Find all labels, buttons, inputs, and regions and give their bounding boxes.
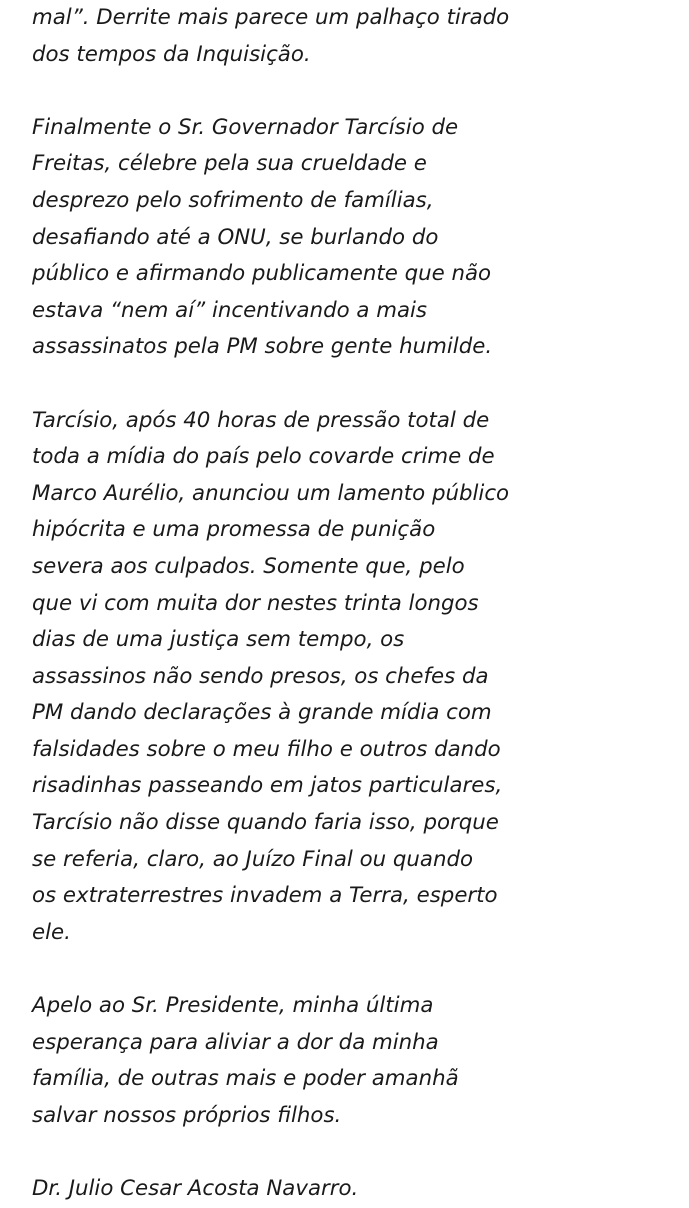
text-line: toda a mídia do país pelo covarde crime de: [32, 444, 495, 470]
paragraph-3: [32, 403, 672, 952]
text-line: dos tempos da Inquisição.: [32, 41, 311, 67]
paragraph-2: [32, 110, 672, 366]
paragraph-1: [32, 0, 672, 73]
text-line: PM dando declarações à grande mídia com: [32, 700, 492, 726]
text-line: Apelo ao Sr. Presidente, minha última: [32, 993, 434, 1019]
text-line: salvar nossos próprios filhos.: [32, 1102, 342, 1128]
text-line: ele.: [32, 919, 71, 945]
text-line: se referia, claro, ao Juízo Final ou quando: [32, 846, 474, 872]
text-line: Marco Aurélio, anunciou um lamento público: [32, 480, 510, 506]
signature-text: Dr. Julio Cesar Acosta Navarro.: [32, 1176, 359, 1201]
text-line: mal”. Derrite mais parece um palhaço tirado: [32, 5, 510, 30]
text-line: que vi com muita dor nestes trinta longos: [32, 590, 479, 616]
text-line: hipócrita e uma promessa de punição: [32, 517, 436, 543]
paragraph-4: [32, 988, 672, 1134]
text-line: público e afirmando publicamente que não: [32, 261, 492, 287]
text-line: Finalmente o Sr. Governador Tarcísio de: [32, 114, 459, 140]
text-line: Tarcísio não disse quando faria isso, porque: [32, 810, 499, 836]
signature: [32, 1171, 672, 1208]
text-line: desafiando até a ONU, se burlando do: [32, 224, 439, 250]
document-body: [32, 0, 672, 1208]
text-line: Freitas, célebre pela sua crueldade e: [32, 151, 427, 177]
text-line: estava “nem aí” incentivando a mais: [32, 297, 428, 323]
text-line: desprezo pelo sofrimento de famílias,: [32, 187, 434, 213]
text-line: assassinatos pela PM sobre gente humilde.: [32, 334, 493, 360]
text-line: os extraterrestres invadem a Terra, esperto: [32, 883, 498, 909]
text-line: assassinos não sendo presos, os chefes da: [32, 663, 489, 689]
text-line: falsidades sobre o meu filho e outros dando: [32, 736, 501, 762]
text-line: risadinhas passeando em jatos particulares,: [32, 773, 503, 799]
text-line: Tarcísio, após 40 horas de pressão total de: [32, 407, 490, 433]
text-line: severa aos culpados. Somente que, pelo: [32, 553, 465, 579]
text-line: dias de uma justiça sem tempo, os: [32, 627, 405, 653]
text-line: esperança para aliviar a dor da minha: [32, 1029, 439, 1055]
text-line: família, de outras mais e poder amanhã: [32, 1066, 459, 1092]
